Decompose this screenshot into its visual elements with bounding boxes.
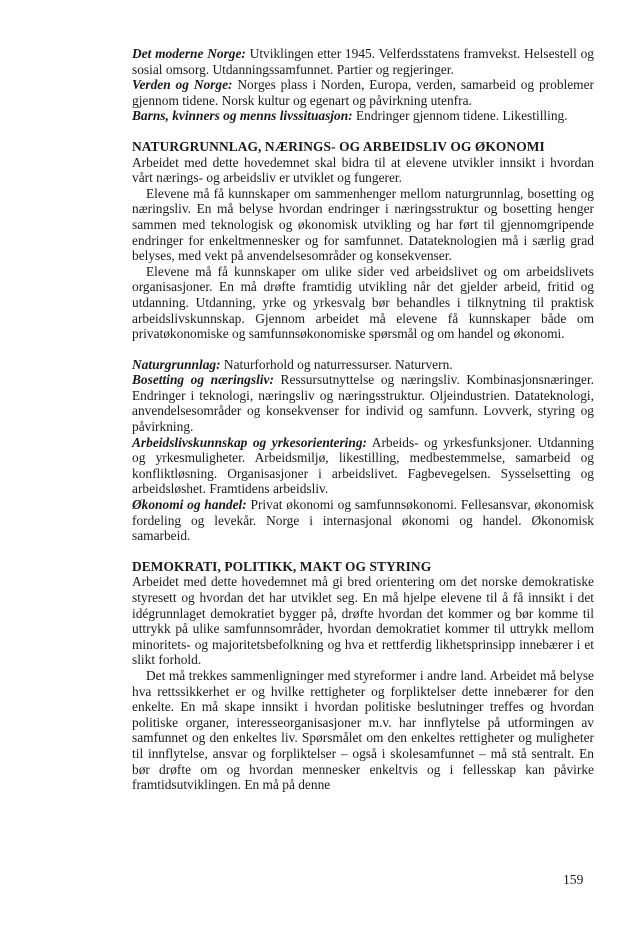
topic-text: Arbeids- og yrkesfunksjoner. Utdanning og yrkesmuligheter. Arbeidsmiljø, likestilling, medbestemmelse, samarbeid og konfliktløsning. Organisasjoner i arbeidslivet. Fagbevegelsen. Sysselsetting og arbeidsløshet. Framtidens arbeidsliv. (132, 434, 594, 497)
topic-paragraph (132, 46, 594, 77)
topic-paragraph (132, 372, 594, 434)
topic-text: Ressursutnyttelse og næringsliv. Kombinasjonsnæringer. Endringer i teknologi, næringsliv og næringsstruktur. Oljeindustrien. Datateknologi, anvendelsesområder og konsekvenser for individ og samfunn. Lovverk, styring og påvirkning. (132, 372, 595, 435)
body-paragraph: Det må trekkes sammenligninger med styreformer i andre land. Arbeidet må belyse hva rettssikkerhet er og hvilke rettigheter og forpliktelser dette innebærer for den enkelte. En må skape innsikt i hvordan politiske beslutninger treffes og hvordan politiske organer, interesseorganisasjoner m.v. har innflytelse på utformingen av samfunnet og den enkeltes liv. Spørsmålet om den enkeltes rettigheter og muligheter til innflytelse, ansvar og forpliktelser – også i skolesamfunnet – må stå sentralt. En bør drøfte om og hvordan mennesker enkeltvis og i fellesskap kan påvirke framtidsutviklingen. En må på denne (132, 667, 594, 793)
body-paragraph: Arbeidet med dette hovedemnet må gi bred orientering om det norske demokratiske styresett og hvordan det har utviklet seg. En må hjelpe elevene til å få innsikt i det idégrunnlaget demokratiet bygger på, drøfte hvordan det kommer og bør komme til uttrykk på ulike samfunnsområder, hvordan demokratiet kommer til uttrykk mellom minoritets- og majoritetsbefolkning og hva et rettferdig likhetsprinsipp innebærer i et slikt forhold. (132, 574, 594, 668)
section-heading: DEMOKRATI, POLITIKK, MAKT OG STYRING (132, 558, 432, 574)
section-heading: NATURGRUNNLAG, NÆRINGS- OG ARBEIDSLIV OG ØKONOMI (132, 138, 545, 154)
topic-paragraph (132, 108, 594, 124)
intro-topic-list (132, 46, 594, 124)
body-paragraph: Elevene må få kunnskaper om sammenhenger mellom naturgrunnlag, bosetting og næringsliv. En må belyse hvordan endringer i næringsstruktur og bosetting henger sammen med teknologisk og økonomisk utvikling og har ført til gjennomgripende endringer for enkeltmennesker og for samfunnet. Datateknologien må i særlig grad belyses, med vekt på anvendelsesområder og konsekvenser. (132, 185, 594, 264)
topic-text: Endringer gjennom tidene. Likestilling. (352, 108, 568, 124)
topic-label: Verden og Norge: (132, 77, 233, 93)
body-paragraph: Arbeidet med dette hovedemnet skal bidra til at elevene utvikler innsikt i hvordan vårt nærings- og arbeidsliv er utviklet og fungerer. (132, 154, 594, 186)
topic-paragraph (132, 77, 594, 108)
page-number: 159 (563, 872, 584, 887)
topic-label: Barns, kvinners og menns livssituasjon: (132, 108, 353, 124)
topic-paragraph (132, 435, 594, 497)
topic-text: Privat økonomi og samfunnsøkonomi. Fellesansvar, økonomisk fordeling og levekår. Norge i internasjonal økonomi og handel. Økonomisk samarbeid. (132, 497, 594, 544)
topic-text: Naturforhold og naturressurser. Naturvern. (220, 356, 453, 372)
topic-paragraph (132, 357, 594, 373)
topic-label: Bosetting og næringsliv: (132, 372, 274, 388)
topic-text: Utviklingen etter 1945. Velferdsstatens framvekst. Helsestell og sosial omsorg. Utdanningssamfunnet. Partier og regjeringer. (132, 46, 594, 77)
section-demokrati (132, 559, 594, 793)
topic-text: Norges plass i Norden, Europa, verden, samarbeid og problemer gjennom tidene. Norsk kultur og egenart og påvirkning utenfra. (132, 77, 595, 108)
section-naturgrunnlag (132, 139, 594, 544)
topic-label: Arbeidslivskunnskap og yrkesorientering: (132, 434, 367, 450)
topic-label: Det moderne Norge: (132, 46, 246, 61)
page-content (132, 46, 594, 793)
body-paragraph: Elevene må få kunnskaper om ulike sider ved arbeidslivet og om arbeidslivets organisasjoner. En må drøfte framtidig utvikling når det gjelder arbeid, fritid og utdanning. Utdanning, yrke og yrkesvalg bør behandles i tilknytning til praktisk arbeidslivskunnskap. Gjennom arbeidet må elevene få kunnskaper både om privatøkonomiske og samfunnsøkonomiske spørsmål og om handel og økonomi. (132, 263, 594, 342)
topic-label: Økonomi og handel: (132, 497, 247, 513)
topic-label: Naturgrunnlag: (132, 356, 221, 372)
spacer (132, 342, 594, 357)
topic-paragraph (132, 497, 594, 544)
